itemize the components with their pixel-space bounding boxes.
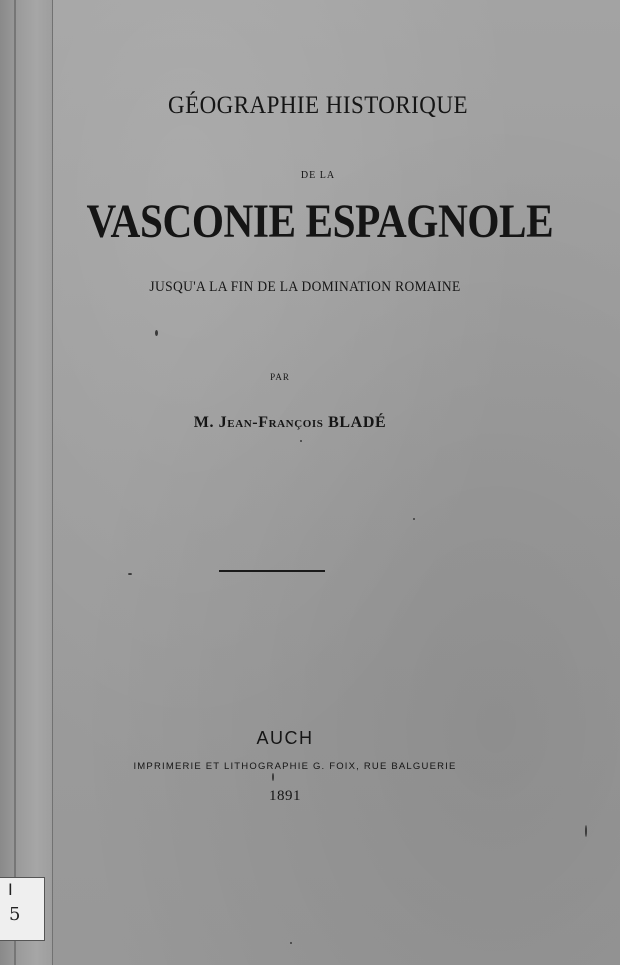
author-surname: BLADÉ — [323, 414, 387, 431]
paper-speck — [290, 942, 292, 944]
by-label: PAR — [270, 372, 290, 382]
title-line-1: GÉOGRAPHIE HISTORIQUE — [168, 92, 468, 119]
subtitle: JUSQU'A LA FIN DE LA DOMINATION ROMAINE — [149, 279, 461, 295]
library-label-mark: I — [8, 880, 13, 899]
publication-place: AUCH — [256, 728, 314, 748]
author-prefix: M. — [193, 414, 219, 431]
paper-speck — [413, 518, 415, 520]
divider-rule — [219, 570, 325, 572]
library-label-number: 5 — [9, 904, 21, 925]
paper-speck — [128, 573, 132, 575]
spine-edge — [14, 0, 16, 965]
title-connector: DE LA — [300, 170, 336, 181]
paper-speck — [300, 440, 302, 442]
author-name: Jean-François — [218, 414, 324, 431]
printer-line: IMPRIMERIE ET LITHOGRAPHIE G. FOIX, RUE BALGUERIE — [133, 761, 457, 772]
paper-speck — [155, 330, 158, 336]
paper-speck — [585, 825, 587, 837]
main-title: VASCONIE ESPAGNOLE — [86, 195, 554, 248]
author-line — [115, 414, 465, 432]
paper-speck — [272, 773, 274, 781]
publication-year: 1891 — [269, 788, 301, 804]
book-spine — [0, 0, 53, 965]
library-label — [0, 877, 45, 941]
